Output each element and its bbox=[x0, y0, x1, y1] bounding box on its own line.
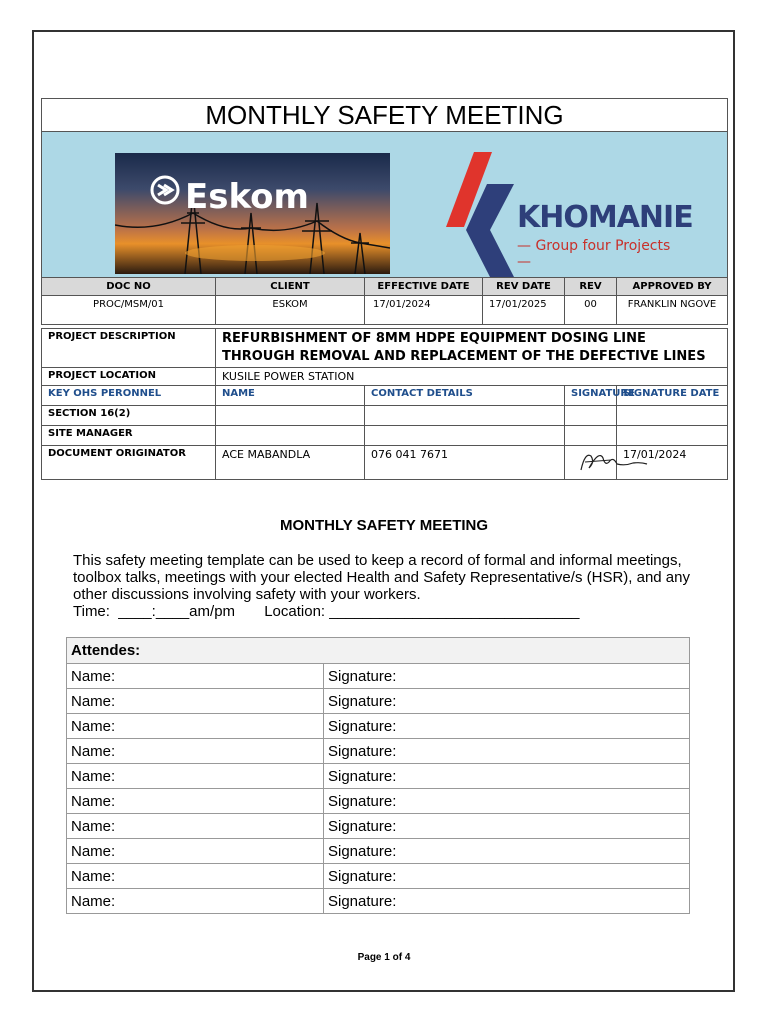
attendee-row bbox=[67, 814, 690, 839]
section-title: MONTHLY SAFETY MEETING bbox=[279, 517, 489, 534]
attendee-signature-field[interactable]: Signature: bbox=[324, 714, 690, 739]
approved-by-header: APPROVED BY bbox=[617, 278, 728, 296]
khomanie-logo bbox=[442, 152, 693, 277]
site-manager-label: SITE MANAGER bbox=[42, 426, 216, 446]
attendee-signature-field[interactable]: Signature: bbox=[324, 789, 690, 814]
table-cell bbox=[617, 426, 728, 446]
table-cell bbox=[565, 406, 617, 426]
project-description-label: PROJECT DESCRIPTION bbox=[42, 329, 216, 368]
originator-signature bbox=[565, 446, 617, 480]
personnel-signature-date-header: SIGNATURE DATE bbox=[617, 386, 728, 406]
attendees-table bbox=[66, 637, 690, 914]
attendee-row bbox=[67, 689, 690, 714]
originator-contact: 076 041 7671 bbox=[365, 446, 565, 480]
attendee-name-field[interactable]: Name: bbox=[67, 789, 324, 814]
document-originator-label: DOCUMENT ORIGINATOR bbox=[42, 446, 216, 480]
attendee-signature-field[interactable]: Signature: bbox=[324, 764, 690, 789]
eskom-logo-text: Eskom bbox=[185, 177, 309, 217]
rev-header: REV bbox=[565, 278, 617, 296]
attendee-row bbox=[67, 739, 690, 764]
rev-value: 00 bbox=[565, 296, 617, 325]
attendee-name-field[interactable]: Name: bbox=[67, 689, 324, 714]
attendee-name-field[interactable]: Name: bbox=[67, 839, 324, 864]
attendee-name-field[interactable]: Name: bbox=[67, 714, 324, 739]
attendee-row bbox=[67, 714, 690, 739]
personnel-name-header: NAME bbox=[216, 386, 365, 406]
eskom-emblem-icon bbox=[150, 175, 180, 205]
attendee-name-field[interactable]: Name: bbox=[67, 664, 324, 689]
attendee-signature-field[interactable]: Signature: bbox=[324, 664, 690, 689]
table-cell bbox=[617, 406, 728, 426]
originator-name: ACE MABANDLA bbox=[216, 446, 365, 480]
attendee-row bbox=[67, 839, 690, 864]
intro-text: This safety meeting template can be used to keep a record of formal and informal meetings, toolbox talks, meetings with your elected Health and Safety Representative/s (HSR), and any other discussions involving safety with your workers. bbox=[73, 552, 690, 603]
table-cell bbox=[365, 426, 565, 446]
table-cell bbox=[565, 426, 617, 446]
section-16-label: SECTION 16(2) bbox=[42, 406, 216, 426]
originator-signature-date: 17/01/2024 bbox=[617, 446, 728, 480]
attendee-signature-field[interactable]: Signature: bbox=[324, 839, 690, 864]
project-location-value: KUSILE POWER STATION bbox=[216, 368, 728, 386]
attendee-name-field[interactable]: Name: bbox=[67, 864, 324, 889]
attendees-header: Attendes: bbox=[67, 638, 690, 664]
attendee-signature-field[interactable]: Signature: bbox=[324, 739, 690, 764]
attendee-row bbox=[67, 864, 690, 889]
table-cell bbox=[216, 406, 365, 426]
attendee-signature-field[interactable]: Signature: bbox=[324, 864, 690, 889]
approved-by-value: FRANKLIN NGOVE bbox=[617, 296, 728, 325]
document-title: MONTHLY SAFETY MEETING bbox=[42, 99, 728, 132]
attendee-name-field[interactable]: Name: bbox=[67, 889, 324, 914]
table-cell bbox=[216, 426, 365, 446]
rev-date-value: 17/01/2025 bbox=[483, 296, 565, 325]
khomanie-logo-text: KHOMANIE bbox=[517, 200, 693, 235]
attendee-row bbox=[67, 889, 690, 914]
attendee-row bbox=[67, 789, 690, 814]
client-value: ESKOM bbox=[216, 296, 365, 325]
attendee-name-field[interactable]: Name: bbox=[67, 764, 324, 789]
time-location-line: Time: ____:____am/pm Location: ______________________________ bbox=[73, 603, 580, 620]
intro-paragraph bbox=[73, 552, 713, 620]
doc-no-value: PROC/MSM/01 bbox=[42, 296, 216, 325]
khomanie-tagline: — Group four Projects — bbox=[517, 238, 671, 270]
project-location-label: PROJECT LOCATION bbox=[42, 368, 216, 386]
effective-date-value: 17/01/2024 bbox=[365, 296, 483, 325]
project-description-value: REFURBISHMENT OF 8MM HDPE EQUIPMENT DOSING LINE THROUGH REMOVAL AND REPLACEMENT OF THE DEFECTIVE LINES bbox=[216, 329, 728, 368]
attendee-signature-field[interactable]: Signature: bbox=[324, 689, 690, 714]
client-header: CLIENT bbox=[216, 278, 365, 296]
eskom-logo-image bbox=[115, 153, 390, 274]
attendee-row bbox=[67, 664, 690, 689]
khomanie-emblem-icon bbox=[442, 152, 522, 277]
attendee-name-field[interactable]: Name: bbox=[67, 814, 324, 839]
personnel-signature-header: SIGNATURE bbox=[565, 386, 617, 406]
attendee-name-field[interactable]: Name: bbox=[67, 739, 324, 764]
attendee-signature-field[interactable]: Signature: bbox=[324, 889, 690, 914]
effective-date-header: EFFECTIVE DATE bbox=[365, 278, 483, 296]
key-ohs-personnel-header: KEY OHS PERONNEL bbox=[42, 386, 216, 406]
page-number: Page 1 of 4 bbox=[357, 952, 411, 963]
attendee-signature-field[interactable]: Signature: bbox=[324, 814, 690, 839]
table-cell bbox=[365, 406, 565, 426]
rev-date-header: REV DATE bbox=[483, 278, 565, 296]
logo-banner bbox=[42, 132, 728, 278]
doc-no-header: DOC NO bbox=[42, 278, 216, 296]
document-header-table bbox=[41, 98, 728, 480]
personnel-contact-header: CONTACT DETAILS bbox=[365, 386, 565, 406]
attendee-row bbox=[67, 764, 690, 789]
